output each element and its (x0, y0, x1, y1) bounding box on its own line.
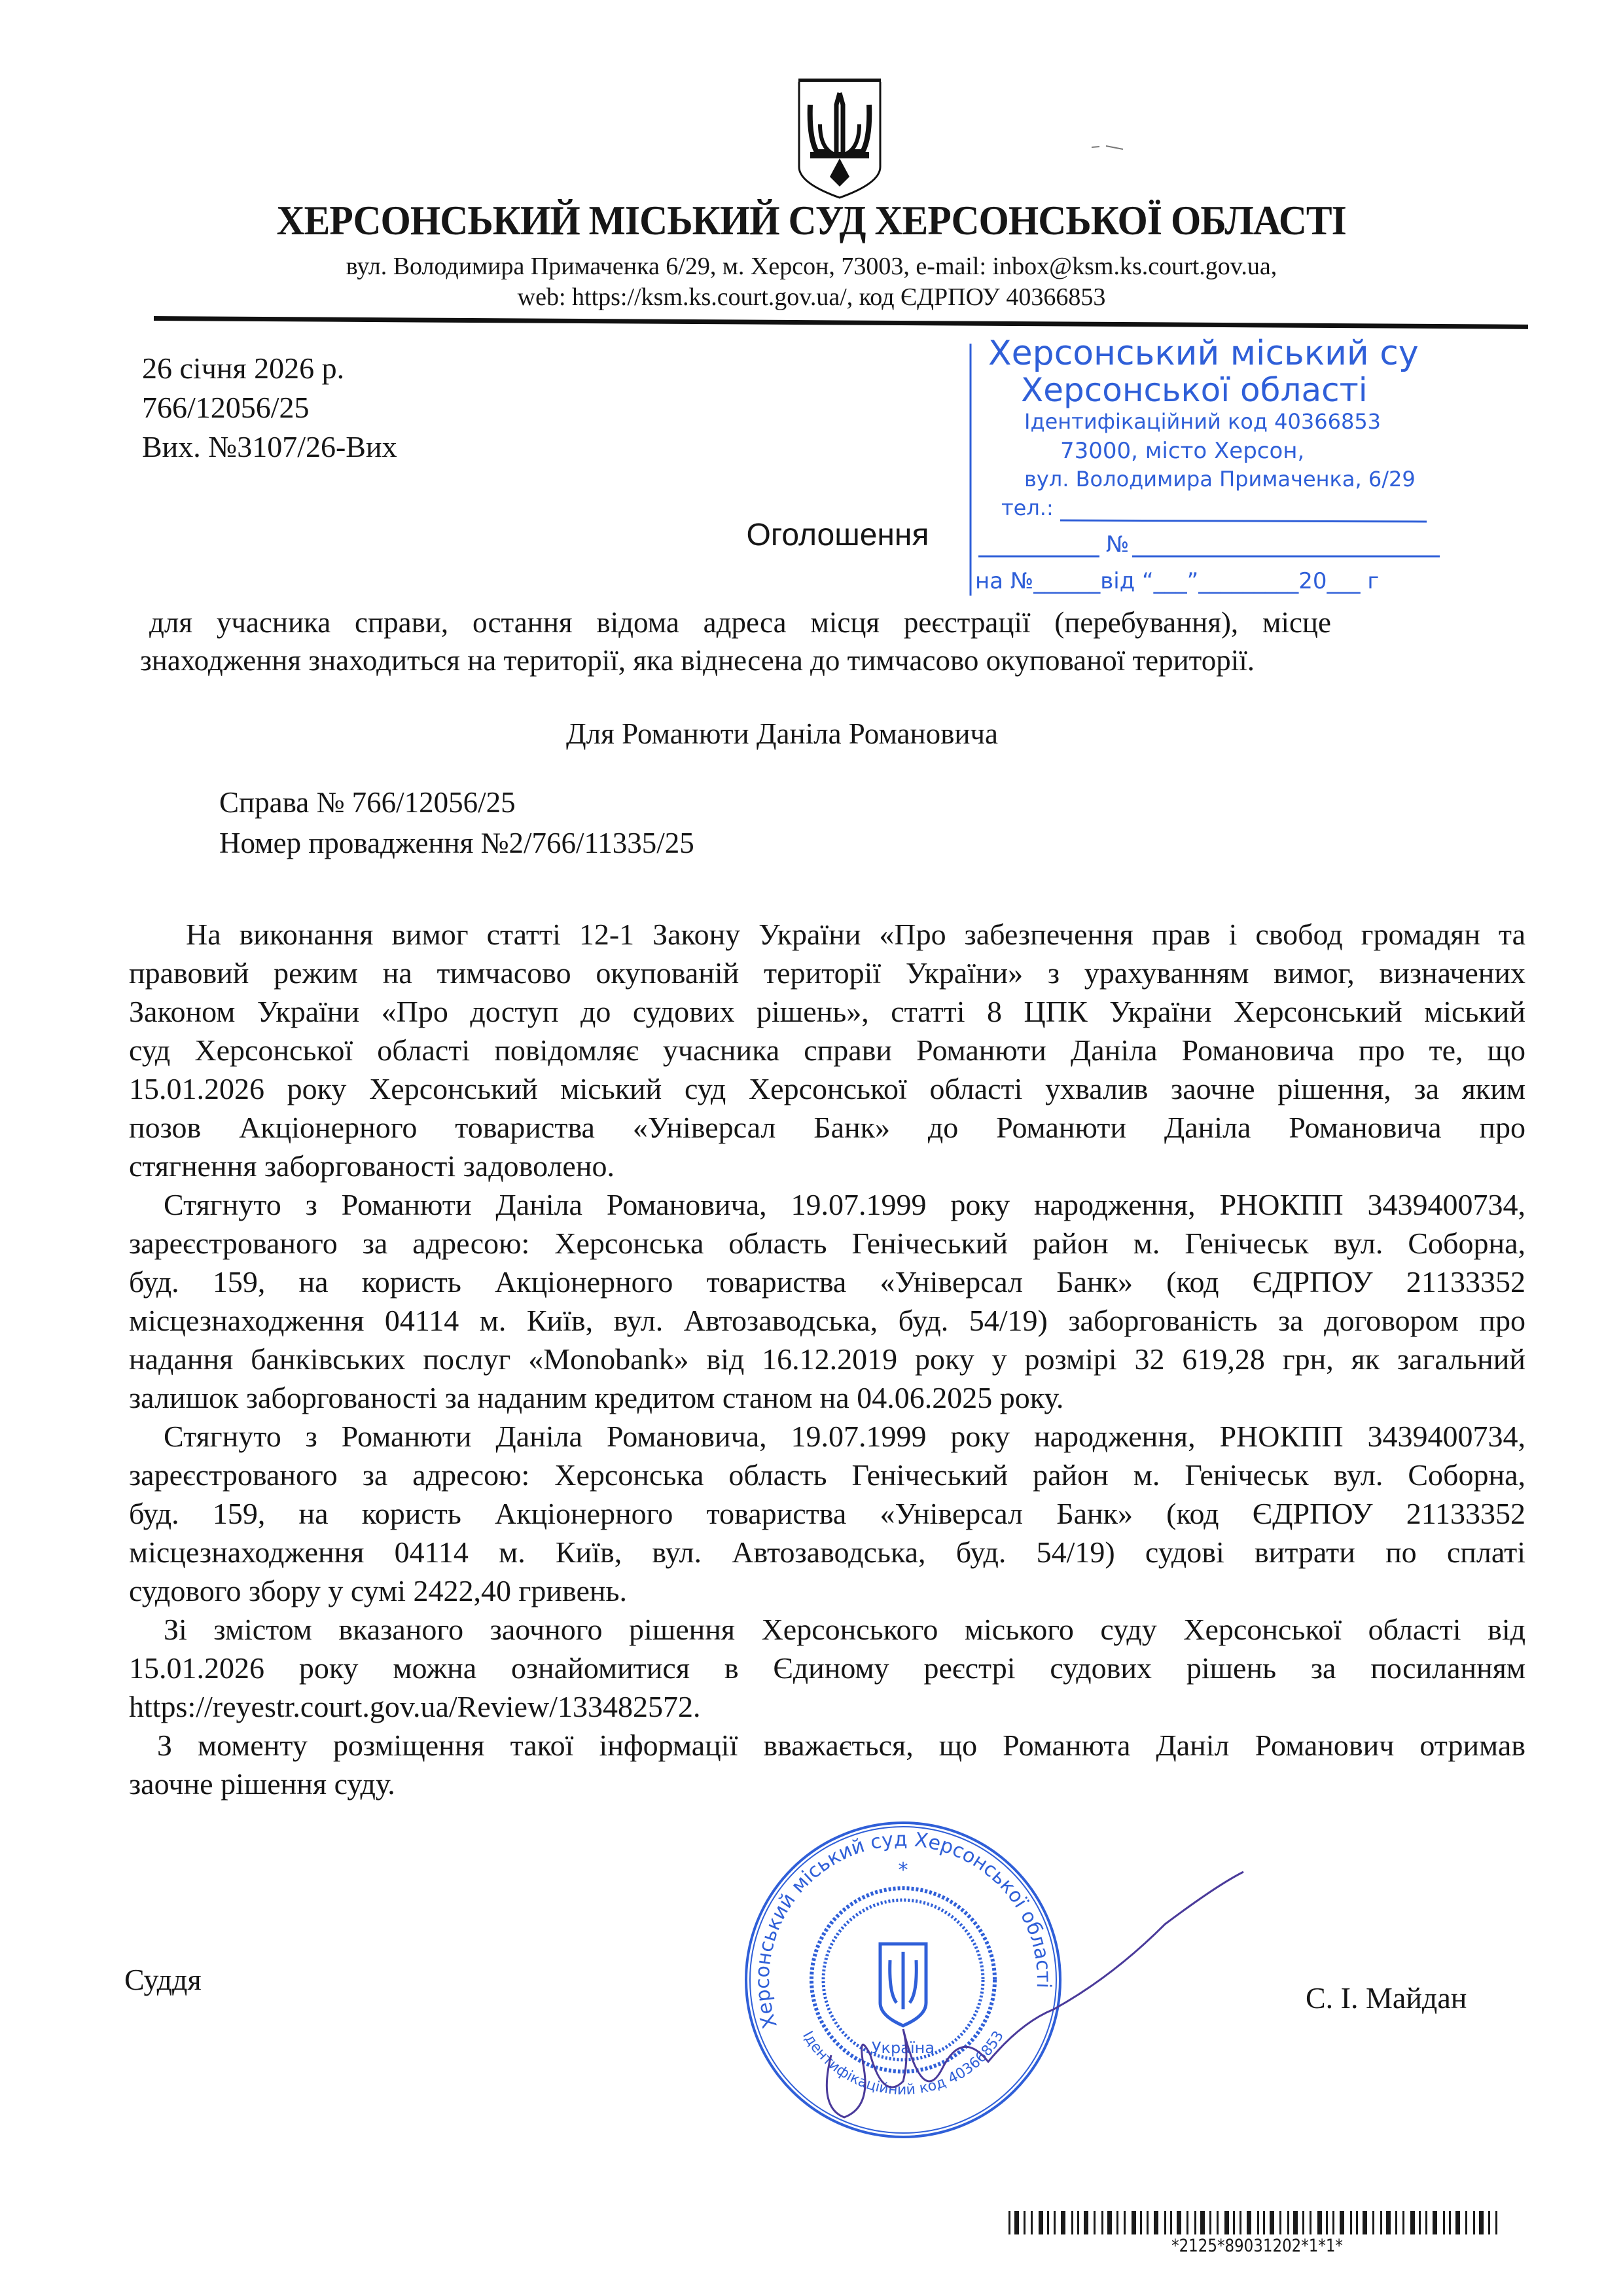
barcode-bar (1240, 2211, 1241, 2234)
barcode-bar (1170, 2211, 1172, 2234)
barcode-bar (1350, 2211, 1352, 2234)
paragraph-line: Зі змістом вказаного заочного рішення Херсонського міського суду Херсонської області від (164, 1613, 1525, 1646)
paragraph-line: суд Херсонської області повідомляє учасника справи Романюти Даніла Романовича про те, що (129, 1033, 1525, 1067)
paragraph-line: 15.01.2026 року Херсонський міський суд Херсонської області ухвалив заочне рішення, за яким (129, 1072, 1525, 1105)
barcode-bar (1154, 2211, 1158, 2234)
barcode-bar (1247, 2211, 1251, 2234)
seal-country-text: Україна (871, 2039, 935, 2057)
paragraph-line: На виконання вимог статті 12-1 Закону України «Про забезпечення прав і свобод громадян та (186, 918, 1525, 951)
seal-outer-text: Херсонський міський суд Херсонської області (751, 1827, 1056, 2032)
stamp-line-region: Херсонської області (1021, 371, 1368, 409)
barcode-bar (1071, 2211, 1073, 2234)
stamp-number-label: № (1106, 531, 1130, 558)
barcode-bar (1039, 2211, 1043, 2234)
barcode-bar (1425, 2211, 1427, 2234)
barcode-bar (1270, 2211, 1274, 2234)
barcode-bar (1014, 2211, 1019, 2234)
barcode-bar (1101, 2211, 1103, 2234)
outgoing-number: Вих. №3107/26-Вих (142, 430, 397, 463)
court-name-text: ХЕРСОНСЬКИЙ МІСЬКИЙ СУД ХЕРСОНСЬКОЇ ОБЛАСТІ (276, 197, 1347, 243)
paragraph-line: https://reyestr.court.gov.ua/Review/133482572. (129, 1690, 701, 1723)
addressee: Для Романюти Даніла Романовича (565, 717, 999, 750)
barcode-bar (1433, 2211, 1437, 2234)
barcode-bar (1356, 2211, 1358, 2234)
barcode-bar (1279, 2211, 1281, 2234)
paragraph-line: надання банківських послуг «Monobank» від 16.12.2019 року у розмірі 32 619,28 грн, як загальний (129, 1342, 1525, 1376)
case-number: Справа № 766/12056/25 (219, 786, 516, 819)
barcode-bar (1402, 2211, 1404, 2234)
paragraph-line: стягнення заборгованості задоволено. (129, 1149, 615, 1183)
barcode-bar (1386, 2211, 1391, 2234)
barcode-bar (1140, 2211, 1142, 2234)
barcode-bar (1479, 2211, 1484, 2234)
paragraph-line: зареєстрованого за адресою: Херсонська область Генічеський район м. Генічеськ вул. Соборна, (129, 1458, 1525, 1492)
court-name-heading (0, 196, 1623, 245)
barcode-bar (1257, 2211, 1259, 2234)
barcode-bar (1047, 2211, 1049, 2234)
stamp-phone-label: тел.: (1001, 495, 1054, 520)
judge-signature (772, 1859, 1257, 2134)
barcode-bar (1107, 2211, 1112, 2234)
paragraph-line: заочне рішення суду. (129, 1767, 395, 1801)
barcode-bar (1293, 2211, 1298, 2234)
paragraph-line: позов Акціонерного товариства «Універсал Банк» до Романюти Даніла Романовича про (129, 1111, 1525, 1144)
paragraph-line: Законом України «Про доступ до судових рішень», статті 8 ЦПК України Херсонський міський (129, 995, 1525, 1028)
notice-intro-line: знаходження знаходиться на території, яка віднесена до тимчасово окупованої території. (140, 644, 1255, 677)
barcode-bar (1317, 2211, 1322, 2234)
paragraph-line: буд. 159, на користь Акціонерного товариства «Універсал Банк» (код ЄДРПОУ 21133352 (129, 1497, 1525, 1530)
barcode-bar (1380, 2211, 1382, 2234)
barcode-bar (1449, 2211, 1451, 2234)
paragraph-line: місцезнаходження 04114 м. Київ, вул. Автозаводська, буд. 54/19) заборгованість за договором про (129, 1304, 1525, 1337)
barcode-bar (1410, 2211, 1415, 2234)
barcode-bar (1077, 2211, 1079, 2234)
barcode-bar (1132, 2211, 1136, 2234)
coat-of-arms-icon (797, 79, 882, 200)
barcode-bar (1116, 2211, 1118, 2234)
paragraph-line: місцезнаходження 04114 м. Київ, вул. Автозаводська, буд. 54/19) судові витрати по сплаті (129, 1535, 1525, 1569)
stamp-reply-line: на №______від “___”_________20___ г (975, 568, 1380, 594)
barcode-bar (1031, 2211, 1033, 2234)
proceeding-number: Номер провадження №2/766/11335/25 (219, 827, 694, 859)
barcode-bar (1194, 2211, 1196, 2234)
barcode-bar (1217, 2211, 1219, 2234)
barcode-bar (1443, 2211, 1445, 2234)
judge-label: Суддя (124, 1963, 202, 1996)
barcode-text: *2125*89031202*1*1* (1171, 2236, 1343, 2256)
barcode-bar (1209, 2211, 1211, 2234)
registration-stamp (969, 331, 1505, 599)
barcode-bar (1395, 2211, 1397, 2234)
barcode-bar (1094, 2211, 1096, 2234)
barcode-bar (1455, 2211, 1460, 2234)
court-web-code: web: https://ksm.ks.court.gov.ua/, код ЄДРПОУ 40366853 (517, 283, 1106, 311)
barcode-bar (1302, 2211, 1304, 2234)
header-divider (154, 316, 1528, 329)
stamp-line-court: Херсонський міський су (988, 334, 1419, 373)
barcode-bar (1054, 2211, 1056, 2234)
barcode-bar (1419, 2211, 1421, 2234)
barcode-bar (1024, 2211, 1026, 2234)
notice-heading: Оголошення (746, 518, 929, 552)
paragraph-line: Стягнуто з Романюти Даніла Романовича, 19.07.1999 року народження, РНОКПП 3439400734, (164, 1420, 1525, 1453)
paragraph-line: 15.01.2026 року можна ознайомитися в Єдиному реєстрі судових рішень за посиланням (129, 1651, 1525, 1685)
paragraph-line: зареєстрованого за адресою: Херсонська область Генічеський район м. Генічеськ вул. Соборна, (129, 1227, 1525, 1260)
paragraph-line: Стягнуто з Романюти Даніла Романовича, 19.07.1999 року народження, РНОКПП 3439400734, (164, 1188, 1525, 1221)
barcode-bar (1147, 2211, 1149, 2234)
barcode-bar (1326, 2211, 1328, 2234)
barcode-bar (1200, 2211, 1205, 2234)
stamp-line-id-code: Ідентифікаційний код 40366853 (1024, 409, 1382, 434)
barcode-bar (1340, 2211, 1344, 2234)
barcode-bar (1263, 2211, 1265, 2234)
barcode-bar (1084, 2211, 1088, 2234)
barcode-bar (1177, 2211, 1181, 2234)
stamp-line-street: вул. Володимира Примаченка, 6/29 (1024, 467, 1416, 492)
notice-body (129, 915, 1525, 1803)
paragraph-line: правовий режим на тимчасово окупованій території України» з урахуванням вимог, визначених (129, 956, 1525, 990)
barcode-bar (1465, 2211, 1467, 2234)
barcode-bar (1008, 2211, 1010, 2234)
barcode-bar (1488, 2211, 1490, 2234)
paragraph-line: буд. 159, на користь Акціонерного товариства «Універсал Банк» (код ЄДРПОУ 21133352 (129, 1265, 1525, 1299)
barcode-bar (1061, 2211, 1065, 2234)
barcode-bar (1124, 2211, 1126, 2234)
barcode-bar (1372, 2211, 1374, 2234)
seal-star-icon: * (898, 1859, 908, 1882)
barcode-bar (1224, 2211, 1229, 2234)
judge-name: С. І. Майдан (1306, 1981, 1467, 2015)
court-address: вул. Володимира Примаченка 6/29, м. Херсон, 73003, e-mail: inbox@ksm.ks.court.gov.ua, (346, 253, 1277, 280)
paragraph-line: судового збору у сумі 2422,40 гривень. (129, 1574, 627, 1607)
barcode-bar (1287, 2211, 1289, 2234)
barcode-bar (1233, 2211, 1235, 2234)
barcode-bar (1332, 2211, 1334, 2234)
barcode-bar (1186, 2211, 1188, 2234)
barcode (1008, 2211, 1506, 2234)
barcode-bar (1310, 2211, 1311, 2234)
document-date: 26 січня 2026 р. (142, 351, 345, 385)
notice-intro-line: для учасника справи, остання відома адреса місця реєстрації (перебування), місце (149, 606, 1331, 639)
scan-smudge (1092, 144, 1124, 151)
seal-inner-text: Ідентифікаційний код 40366853 (799, 2028, 1007, 2098)
paragraph-line: З моменту розміщення такої інформації вважається, що Романюта Даніл Романович отримав (157, 1729, 1525, 1762)
case-reference: 766/12056/25 (142, 391, 310, 424)
barcode-bar (1495, 2211, 1497, 2234)
barcode-bar (1164, 2211, 1166, 2234)
stamp-line-city: 73000, місто Херсон, (1060, 438, 1305, 464)
barcode-bar (1473, 2211, 1475, 2234)
barcode-bar (1363, 2211, 1367, 2234)
paragraph-line: залишок заборгованості за наданим кредитом станом на 04.06.2025 року. (129, 1381, 1064, 1414)
